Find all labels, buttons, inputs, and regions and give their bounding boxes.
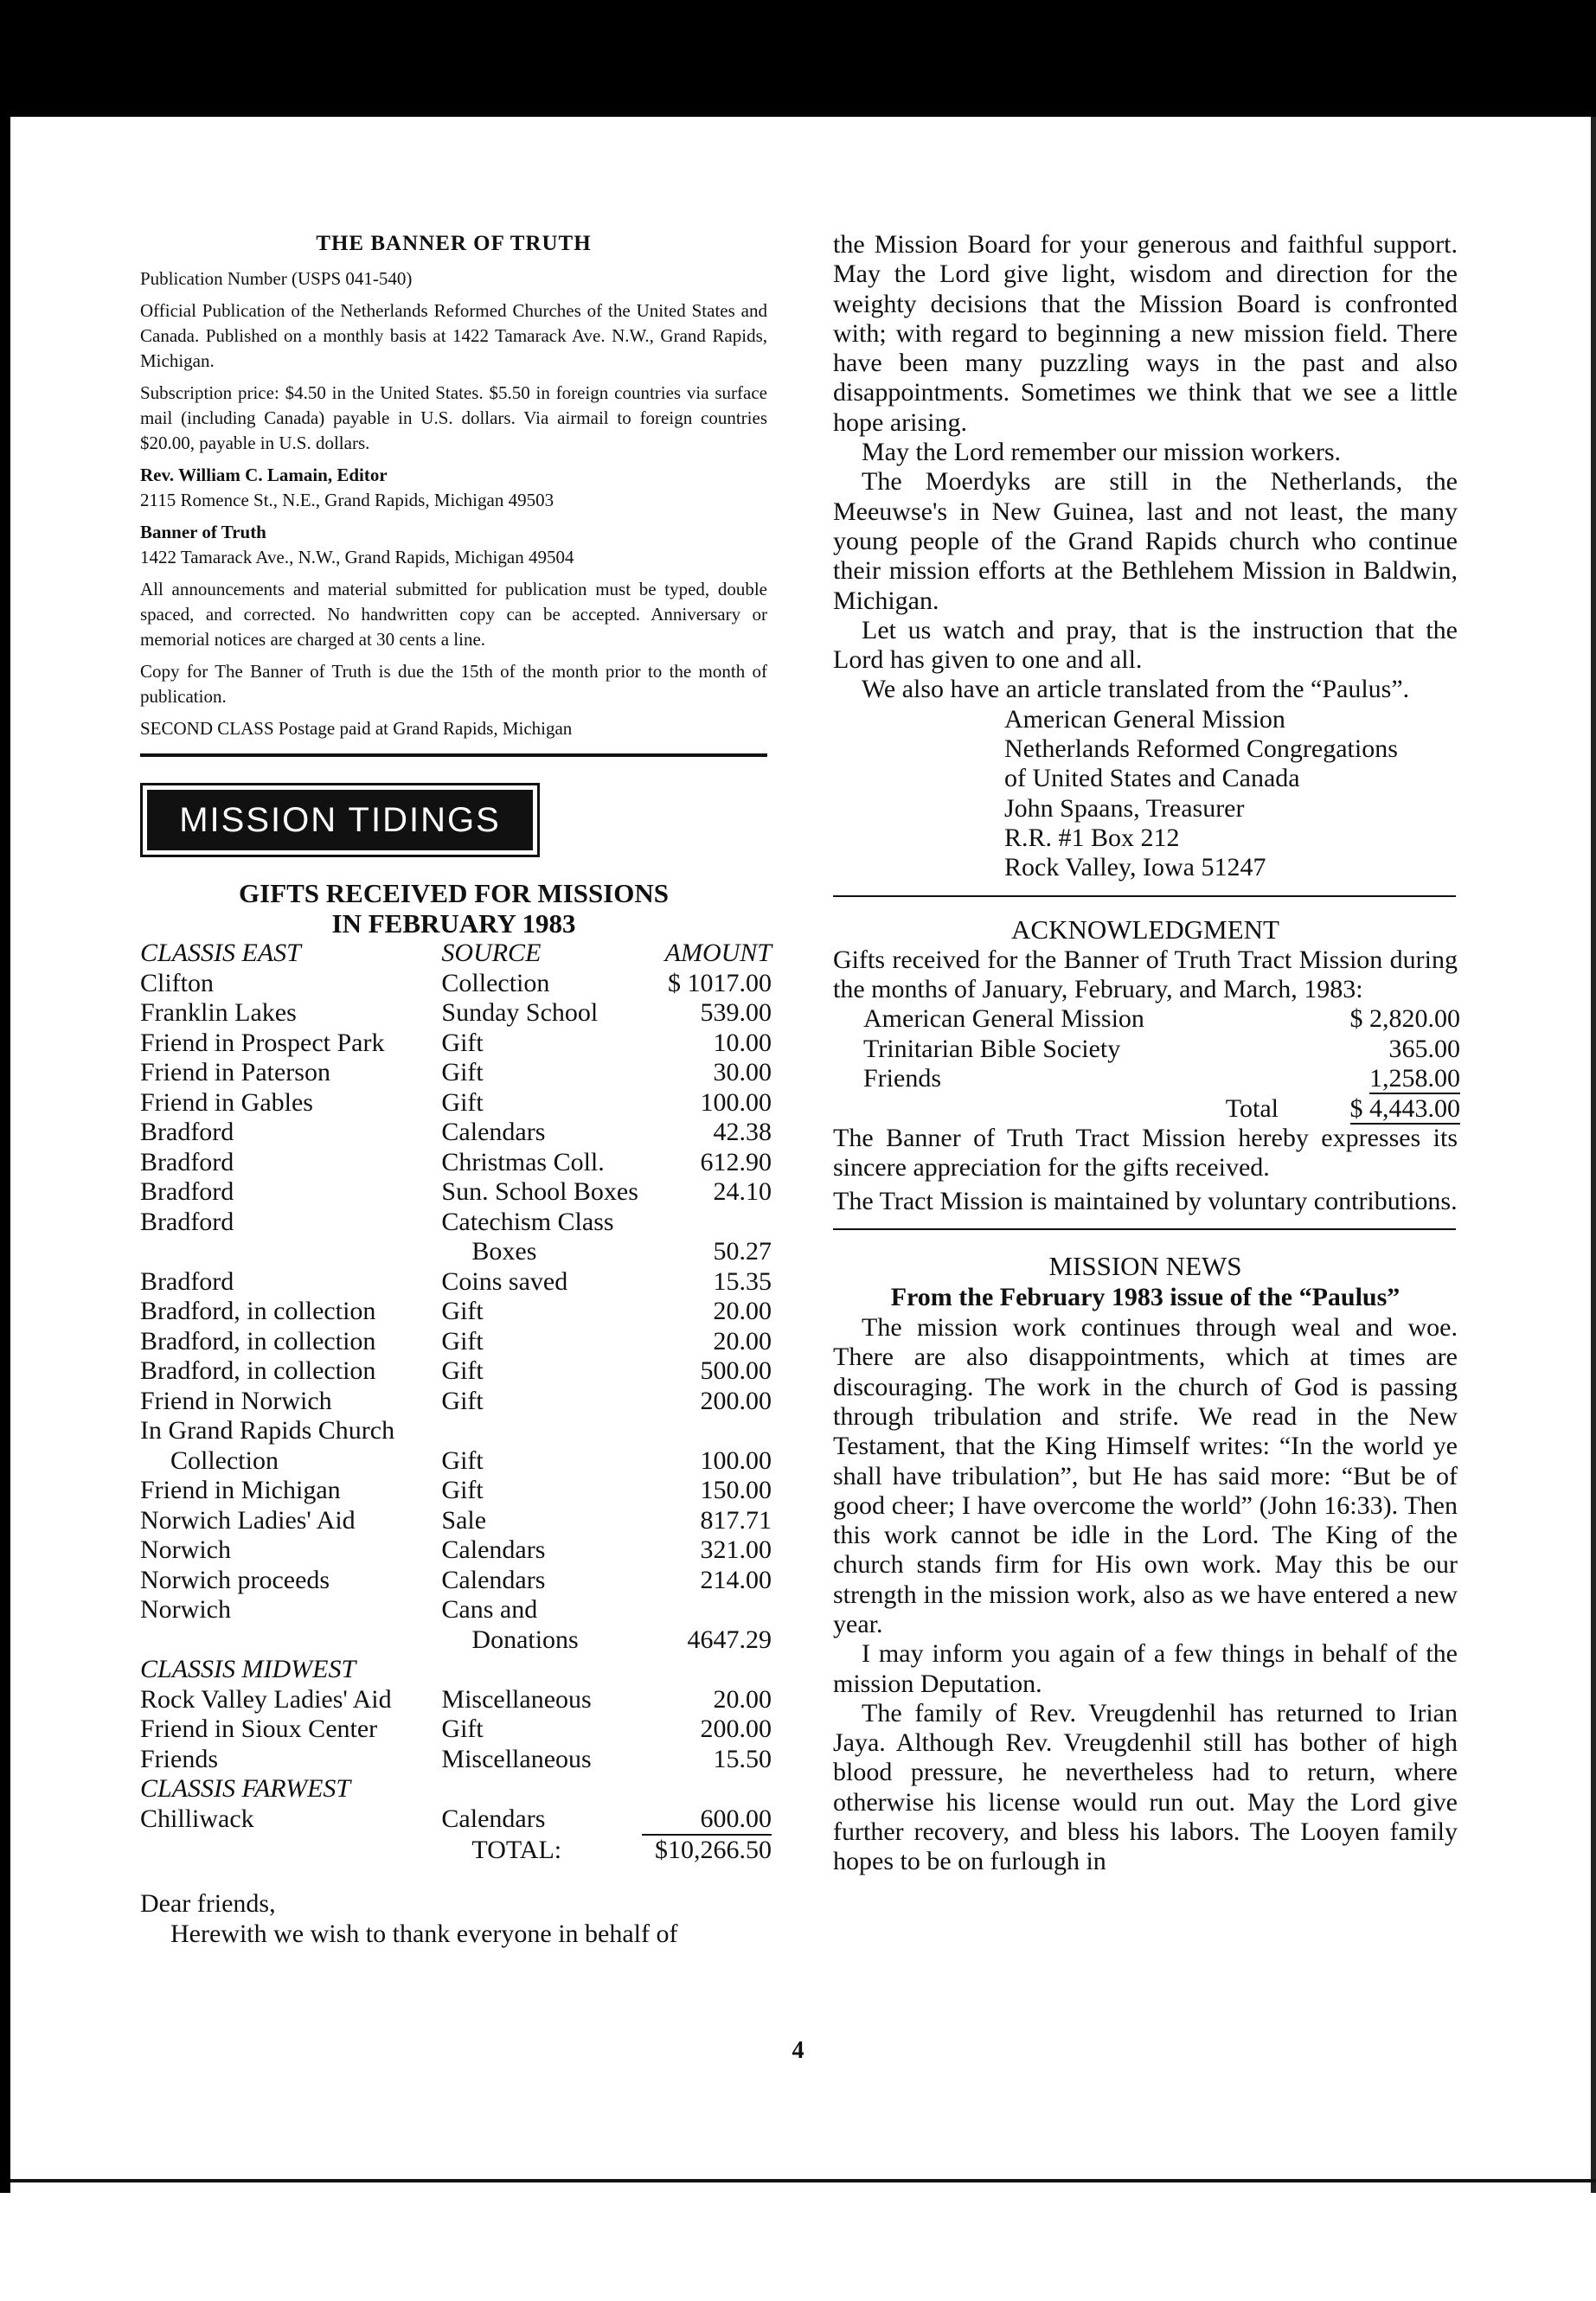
gift-amount: 15.35 <box>713 1266 772 1296</box>
gift-amount: 42.38 <box>713 1118 772 1146</box>
publication-number: Publication Number (USPS 041-540) <box>140 268 413 289</box>
scan-top-border <box>0 0 1596 117</box>
ack-total-row <box>863 1094 1460 1125</box>
table-row <box>140 1506 772 1536</box>
donor-name: Norwich <box>140 1595 231 1624</box>
gift-source: Miscellaneous <box>441 1744 592 1773</box>
donor-name: Franklin Lakes <box>140 998 297 1027</box>
ack-total-label: Total <box>1225 1093 1279 1123</box>
gift-amount: 30.00 <box>713 1058 772 1086</box>
ack-title: ACKNOWLEDGMENT <box>1011 913 1279 945</box>
signature-line: R.R. #1 Box 212 <box>1004 823 1180 852</box>
gift-source: Gift <box>441 1326 484 1356</box>
gift-amount: 214.00 <box>700 1565 772 1594</box>
donor-name: Bradford, in collection <box>140 1326 376 1356</box>
donor-name: Friend in Prospect Park <box>140 1028 385 1057</box>
gift-source: Cans and <box>441 1595 538 1624</box>
table-row <box>140 1625 772 1656</box>
gift-amount: $ 1017.00 <box>668 968 772 997</box>
letter-salutation: Dear friends, <box>140 1888 276 1918</box>
donor-name: Bradford <box>140 1147 234 1176</box>
donor-name: Bradford <box>140 1118 234 1146</box>
gift-source: Coins saved <box>441 1266 568 1296</box>
letter-continuation: the Mission Board for your generous and faithful support. May the Lord give light, wisdom and direction for the weighty decisions that the Mission Board is confronted with; with regard to beginning a new mission field. There have been many puzzling ways in the past and also disappointments. Sometimes we think that we see a little hope arising. <box>833 230 1458 437</box>
donor-name-empty <box>140 1625 441 1656</box>
table-row <box>140 1685 772 1715</box>
gift-amount: 150.00 <box>700 1476 772 1504</box>
signature-line: of United States and Canada <box>1004 764 1300 793</box>
official-publication: Official Publication of the Netherlands Reformed Churches of the United States and Canada. Published on a monthly basis at 1422 Tamarack Ave. N.W., Grand Rapids, Michigan. <box>140 300 767 371</box>
gift-amount: 50.27 <box>713 1237 772 1266</box>
classis-heading-row <box>140 1655 772 1685</box>
masthead-title: THE BANNER OF TRUTH <box>316 232 592 255</box>
gifts-title-line2: IN FEBRUARY 1983 <box>331 908 576 939</box>
gift-amount: 4647.29 <box>687 1625 772 1654</box>
ack-intro: Gifts received for the Banner of Truth Tract Mission during the months of January, February, and March, 1983: <box>833 945 1458 1003</box>
gift-source: Miscellaneous <box>441 1684 592 1714</box>
classis-midwest-heading: CLASSIS MIDWEST <box>140 1655 356 1683</box>
classis-east-heading: CLASSIS EAST <box>140 939 301 967</box>
gift-source: Calendars <box>441 1535 546 1564</box>
total-amount: $10,266.50 <box>655 1836 772 1864</box>
gifts-title <box>140 878 767 939</box>
gift-amount: 15.50 <box>713 1744 772 1773</box>
gift-source: Gift <box>441 1476 484 1504</box>
gift-amount: 200.00 <box>700 1386 772 1415</box>
table-row <box>140 1387 772 1417</box>
donor-name: Friend in Michigan <box>140 1476 341 1504</box>
gift-source: Calendars <box>441 1118 546 1146</box>
copy-due-notice: Copy for The Banner of Truth is due the 15th of the month prior to the month of publication. <box>140 661 767 707</box>
gift-amount: 20.00 <box>713 1684 772 1714</box>
gift-source: Gift <box>441 1356 484 1385</box>
table-row <box>140 1804 772 1836</box>
table-row <box>140 1297 772 1327</box>
signature-line: Rock Valley, Iowa 51247 <box>1004 853 1266 882</box>
postage-notice: SECOND CLASS Postage paid at Grand Rapids, Michigan <box>140 718 573 739</box>
donor-name: Norwich proceeds <box>140 1565 330 1594</box>
masthead <box>140 232 767 741</box>
editor-name: Rev. William C. Lamain, Editor <box>140 465 388 485</box>
gift-source: Donations <box>471 1625 579 1654</box>
signature-line: Netherlands Reformed Congregations <box>1004 734 1398 764</box>
gift-amount: 100.00 <box>700 1445 772 1475</box>
scan-left-border <box>0 117 10 2193</box>
table-row <box>140 1267 772 1298</box>
letter-para-watch: Let us watch and pray, that is the instruction that the Lord has given to one and all. <box>833 615 1458 675</box>
ack-amount-cell <box>1304 1064 1460 1094</box>
gift-amount-empty <box>642 1208 772 1238</box>
gift-source: Gift <box>441 1386 484 1415</box>
gift-amount: 20.00 <box>713 1297 772 1325</box>
table-row <box>863 1064 1460 1094</box>
ack-amount: $ 2,820.00 <box>1349 1004 1460 1034</box>
gift-amount: 200.00 <box>700 1715 772 1743</box>
news-para-1: The mission work continues through weal and woe. There are also disappointments, which at times are discouraging. The work in the church of God is passing through tribulation and strife. We read in the New Testament, that the King Himself writes: “In the world ye shall have tribulation”, but He has said more: “But be of good cheer; I have overcome the world” (John 16:33). Then this work cannot be idle in the Lord. The King of the church stands firm for His own work. May this be our strength in the mission work, also as we have entered a new year. <box>833 1313 1458 1638</box>
gift-amount: 612.90 <box>700 1147 772 1176</box>
donor-name: Friends <box>140 1744 218 1773</box>
gifts-table <box>140 939 772 1866</box>
news-para-2: I may inform you again of a few things in behalf of the mission Deputation. <box>833 1639 1458 1698</box>
table-row <box>140 1237 772 1267</box>
donor-name: Bradford <box>140 1207 234 1236</box>
ack-amount: 1,258.00 <box>1369 1064 1460 1093</box>
mission-tidings-banner <box>140 783 540 857</box>
ack-name: Friends <box>863 1064 941 1093</box>
gift-source: Sun. School Boxes <box>441 1177 638 1206</box>
gift-source: Gift <box>441 1058 484 1086</box>
donor-name: Rock Valley Ladies' Aid <box>140 1684 392 1714</box>
donor-name: Clifton <box>140 968 215 997</box>
news-para-3: The family of Rev. Vreugdenhil has returned to Irian Jaya. Although Rev. Vreugdenhil still has bother of high blood pressure, he nevertheless had to return, where otherwise his license would run out. May the Lord give further recovery, and bless his labors. The Looyen family hopes to be on furlough in <box>833 1698 1458 1876</box>
table-row <box>140 1356 772 1387</box>
table-row <box>140 1715 772 1745</box>
donor-name: Norwich Ladies' Aid <box>140 1505 356 1535</box>
ack-maintained: The Tract Mission is maintained by voluntary contributions. <box>833 1186 1458 1215</box>
gift-source: Gift <box>441 1715 484 1743</box>
subscription-price: Subscription price: $4.50 in the United States. $5.50 in foreign countries via surface mail (including Canada) payable in U.S. dollars. Via airmail to foreign countries $20.00, payable in U.S. dollars. <box>140 382 767 453</box>
amount-column-header: AMOUNT <box>664 939 772 967</box>
table-row <box>140 1595 772 1625</box>
scan-right-border <box>1591 117 1596 2193</box>
source-column-header: SOURCE <box>441 939 542 967</box>
table-row <box>140 1446 772 1477</box>
donor-name: Friend in Sioux Center <box>140 1715 378 1743</box>
gift-source: Gift <box>441 1087 484 1117</box>
table-row <box>140 1177 772 1208</box>
signature-line: John Spaans, Treasurer <box>1004 793 1245 823</box>
donor-name: Friend in Norwich <box>140 1386 332 1415</box>
gifts-title-line1: GIFTS RECEIVED FOR MISSIONS <box>239 878 669 908</box>
classis-heading-row <box>140 1774 772 1804</box>
ack-name: Trinitarian Bible Society <box>863 1034 1121 1063</box>
gift-amount: 20.00 <box>713 1326 772 1356</box>
signature-line: American General Mission <box>1004 704 1285 734</box>
donor-name: Norwich <box>140 1535 231 1564</box>
table-row <box>140 1416 772 1446</box>
editor-address: 2115 Romence St., N.E., Grand Rapids, Michigan 49503 <box>140 490 554 510</box>
gift-source: Calendars <box>441 1804 546 1833</box>
gift-amount: 10.00 <box>713 1028 772 1057</box>
banner-address: 1422 Tamarack Ave., N.W., Grand Rapids, Michigan 49504 <box>140 547 574 567</box>
gift-amount: 539.00 <box>700 998 772 1027</box>
gift-amount-cell <box>642 1804 772 1836</box>
banner-name: Banner of Truth <box>140 522 266 542</box>
donor-name: Friend in Gables <box>140 1087 313 1117</box>
donor-name: Friend in Paterson <box>140 1058 330 1086</box>
page-number: 4 <box>792 2037 804 2064</box>
table-row <box>140 1476 772 1506</box>
donor-name: Bradford <box>140 1266 234 1296</box>
table-row <box>863 1004 1460 1035</box>
gift-amount: 100.00 <box>700 1087 772 1117</box>
table-row <box>140 1029 772 1059</box>
gift-amount: 500.00 <box>700 1356 772 1385</box>
ack-amount: 365.00 <box>1388 1034 1460 1063</box>
ack-table <box>863 1004 1460 1124</box>
donor-name: Chilliwack <box>140 1804 254 1833</box>
ack-total-amount: $ 4,443.00 <box>1349 1093 1460 1123</box>
ack-name: American General Mission <box>863 1004 1144 1034</box>
announcements-notice: All announcements and material submitted for publication must be typed, double spaced, and corrected. No handwritten copy can be accepted. Anniversary or memorial notices are charged at 30 cents a line. <box>140 579 767 650</box>
gift-source: Gift <box>441 1297 484 1325</box>
gift-amount: 600.00 <box>642 1804 772 1836</box>
banner-block <box>140 520 767 570</box>
total-row <box>140 1836 772 1866</box>
news-subtitle: From the February 1983 issue of the “Paulus” <box>890 1283 1401 1312</box>
gift-amount: 24.10 <box>713 1177 772 1206</box>
gift-source: Calendars <box>441 1565 546 1594</box>
classis-farwest-heading: CLASSIS FARWEST <box>140 1774 351 1803</box>
donor-name: Collection <box>170 1445 279 1475</box>
gift-source: Sunday School <box>441 998 599 1027</box>
table-row <box>140 969 772 999</box>
mission-tidings-label: MISSION TIDINGS <box>147 790 533 850</box>
masthead-rule <box>140 753 767 757</box>
gift-amount: 817.71 <box>700 1505 772 1535</box>
table-row <box>863 1035 1460 1065</box>
gift-source: Gift <box>441 1028 484 1057</box>
donor-name-empty <box>140 1237 441 1267</box>
letter-para-moerdyks: The Moerdyks are still in the Netherlands, the Meeuwse's in New Guinea, last and not least, the many young people of the Grand Rapids church who continue their mission efforts at the Bethlehem Mission in Baldwin, Michigan. <box>833 467 1458 615</box>
gift-source: Collection <box>441 968 550 997</box>
donor-name: In Grand Rapids Church <box>140 1416 395 1445</box>
section-rule <box>833 1228 1456 1230</box>
table-row <box>140 1745 772 1775</box>
editor-block <box>140 463 767 513</box>
letter-para-paulus: We also have an article translated from the “Paulus”. <box>862 675 1410 704</box>
donor-name: Bradford, in collection <box>140 1297 376 1325</box>
table-header-row <box>140 939 772 969</box>
table-row <box>140 1566 772 1596</box>
table-row <box>140 1535 772 1566</box>
section-rule <box>833 895 1456 897</box>
total-spacer <box>140 1836 441 1866</box>
total-label: TOTAL: <box>471 1836 562 1864</box>
table-row <box>140 1148 772 1178</box>
gift-source: Christmas Coll. <box>441 1147 605 1176</box>
table-row <box>140 1118 772 1148</box>
table-row <box>140 1208 772 1238</box>
donor-name: Bradford <box>140 1177 234 1206</box>
signature-block <box>1004 705 1458 883</box>
gift-amount-empty <box>642 1595 772 1625</box>
table-row <box>140 1327 772 1357</box>
gift-source: Catechism Class <box>441 1207 614 1236</box>
letter-para-workers: May the Lord remember our mission workers. <box>862 438 1342 467</box>
gift-source: Boxes <box>471 1237 537 1266</box>
table-row <box>140 1088 772 1118</box>
gift-source: Sale <box>441 1505 487 1535</box>
scan-bottom-line <box>10 2179 1596 2182</box>
letter-line: Herewith we wish to thank everyone in behalf of <box>170 1919 678 1948</box>
gift-amount: 321.00 <box>700 1535 772 1564</box>
donor-name: Bradford, in collection <box>140 1356 376 1385</box>
right-column <box>833 230 1458 1877</box>
ack-total-cell <box>1304 1094 1460 1125</box>
left-column <box>140 232 772 1949</box>
letter <box>140 1888 767 1949</box>
table-row <box>140 998 772 1029</box>
gift-source: Gift <box>441 1445 484 1475</box>
news-title: MISSION NEWS <box>1048 1251 1242 1282</box>
table-row <box>140 1058 772 1088</box>
ack-thanks: The Banner of Truth Tract Mission hereby expresses its sincere appreciation for the gifts received. <box>833 1124 1458 1183</box>
